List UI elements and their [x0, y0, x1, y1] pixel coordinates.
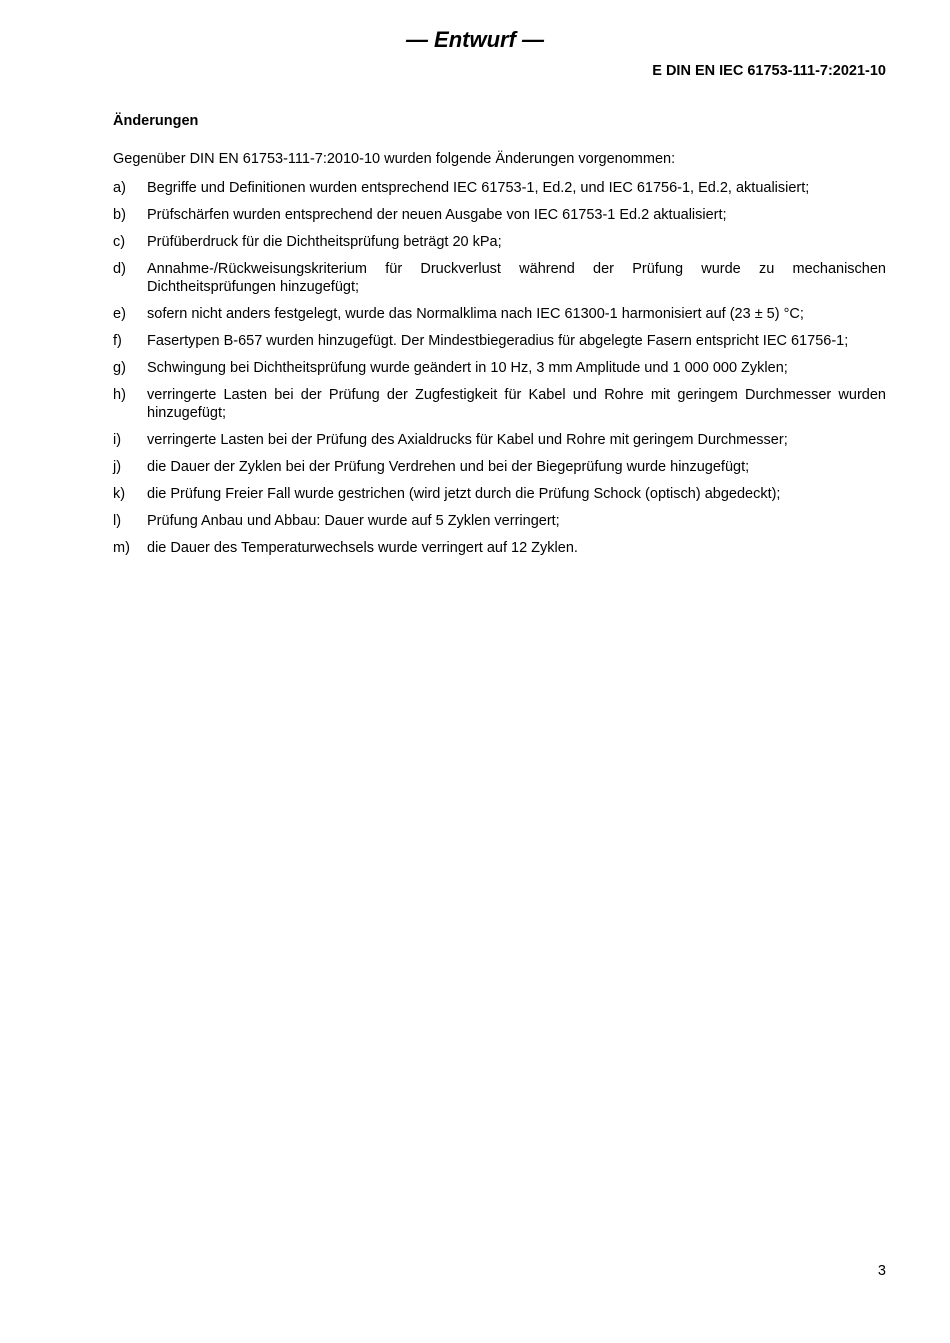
list-item-letter: d): [113, 261, 126, 277]
list-item: [113, 458, 886, 476]
list-item-text: die Dauer des Temperaturwechsels wurde verringert auf 12 Zyklen.: [147, 540, 578, 556]
list-item-letter: m): [113, 540, 130, 556]
list-item-text: Prüfung Anbau und Abbau: Dauer wurde auf 5 Zyklen verringert;: [147, 513, 560, 529]
list-item-letter: b): [113, 207, 126, 223]
list-item: [113, 233, 886, 251]
changes-list: [113, 179, 886, 566]
list-item-letter: k): [113, 486, 126, 502]
list-item-text: Prüfschärfen wurden entsprechend der neuen Ausgabe von IEC 61753-1 Ed.2 aktualisiert;: [147, 207, 727, 223]
list-item-letter: i): [113, 432, 122, 448]
list-item-text: Fasertypen B-657 wurden hinzugefügt. Der Mindestbiegeradius für abgelegte Fasern entspricht IEC 61756-1;: [147, 333, 849, 349]
page-number: 3: [877, 1263, 886, 1279]
list-item-text: sofern nicht anders festgelegt, wurde das Normalklima nach IEC 61300-1 harmonisiert auf (23 ± 5) °C;: [147, 306, 804, 322]
list-item: [113, 305, 886, 323]
list-item-letter: e): [113, 306, 126, 322]
list-item: [113, 512, 886, 530]
list-item: [113, 179, 886, 197]
list-item-text: Begriffe und Definitionen wurden entsprechend IEC 61753-1, Ed.2, und IEC 61756-1, Ed.2, aktualisiert;: [147, 180, 810, 196]
list-item: [113, 386, 886, 422]
list-item: [113, 539, 886, 557]
list-item-text: verringerte Lasten bei der Prüfung der Zugfestigkeit für Kabel und Rohre mit geringem Durchmesser wurden hinzugefügt;: [147, 387, 886, 421]
document-number: E DIN EN IEC 61753-111-7:2021-10: [652, 63, 886, 79]
list-item: [113, 260, 886, 296]
list-item-text: die Prüfung Freier Fall wurde gestrichen (wird jetzt durch die Prüfung Schock (optisch) abgedeckt);: [147, 486, 781, 502]
list-item-text: die Dauer der Zyklen bei der Prüfung Verdrehen und bei der Biegeprüfung wurde hinzugefügt;: [147, 459, 750, 475]
list-item-letter: c): [113, 234, 126, 250]
list-item-letter: f): [113, 333, 122, 349]
list-item-text: verringerte Lasten bei der Prüfung des Axialdrucks für Kabel und Rohre mit geringem Durchmesser;: [147, 432, 788, 448]
list-item: [113, 485, 886, 503]
list-item-text: Annahme-/Rückweisungskriterium für Druckverlust während der Prüfung wurde zu mechanischen Dichtheitsprüfungen hinzugefügt;: [147, 261, 886, 295]
list-item: [113, 431, 886, 449]
list-item-letter: a): [113, 180, 126, 196]
section-heading: Änderungen: [113, 113, 199, 129]
list-item-letter: l): [113, 513, 122, 529]
list-item: [113, 359, 886, 377]
list-item-letter: h): [113, 387, 126, 403]
draft-watermark: — Entwurf —: [405, 27, 545, 52]
list-item: [113, 332, 886, 350]
list-item-letter: j): [113, 459, 122, 475]
list-item-letter: g): [113, 360, 126, 376]
list-item: [113, 206, 886, 224]
list-item-text: Prüfüberdruck für die Dichtheitsprüfung beträgt 20 kPa;: [147, 234, 502, 250]
list-item-text: Schwingung bei Dichtheitsprüfung wurde geändert in 10 Hz, 3 mm Amplitude und 1 000 000 Zyklen;: [147, 360, 788, 376]
section-intro: Gegenüber DIN EN 61753-111-7:2010-10 wurden folgende Änderungen vorgenommen:: [113, 151, 676, 167]
